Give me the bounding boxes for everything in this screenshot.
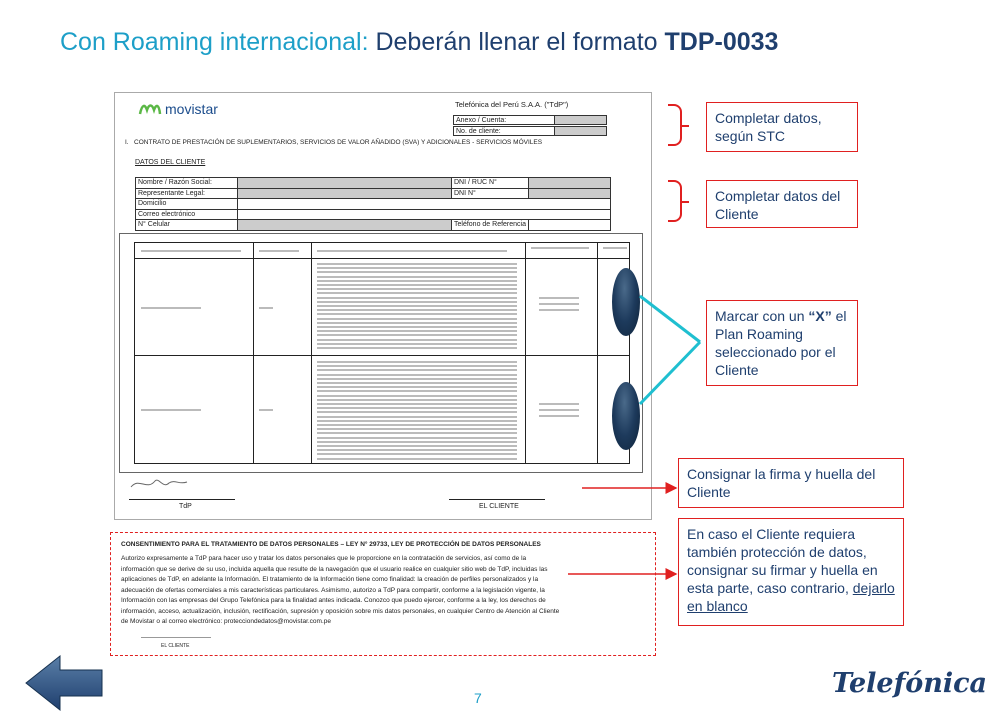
field-dni-label: DNI N° (452, 188, 529, 199)
fine-print-line (317, 416, 517, 418)
field-celular-input[interactable] (238, 220, 452, 231)
field-rep-input[interactable] (238, 188, 452, 199)
field-dni-input[interactable] (529, 188, 611, 199)
field-name-input[interactable] (238, 178, 452, 189)
field-dni-ruc-label: DNI / RUC N° (452, 178, 529, 189)
fine-print-line (317, 271, 517, 273)
fine-print-line (317, 326, 517, 328)
section-title: DATOS DEL CLIENTE (135, 159, 206, 166)
anexo-field[interactable] (453, 115, 607, 125)
field-domicilio-label: Domicilio (136, 199, 238, 210)
back-arrow-icon (26, 656, 102, 710)
fine-print-line (317, 382, 517, 384)
fine-print-line (317, 386, 517, 388)
cliente-label: No. de cliente: (456, 128, 501, 135)
field-telefono-label: Teléfono de Referencia (452, 220, 529, 231)
fine-print-line (539, 409, 579, 411)
fine-print-line (317, 250, 507, 252)
callout-consent: En caso el Cliente requiera también protección de datos, consignar su firmar y huella en esta parte, caso contrario, dejarlo en blanco (678, 518, 904, 626)
movistar-m-icon (139, 102, 161, 116)
fine-print-line (317, 280, 517, 282)
fine-print-line (317, 449, 517, 451)
fine-print-line (603, 247, 627, 249)
fine-print-line (317, 390, 517, 392)
field-dni-ruc-input[interactable] (529, 178, 611, 189)
fine-print-line (317, 361, 517, 363)
cliente-field[interactable] (453, 126, 607, 136)
fine-print-line (317, 301, 517, 303)
fine-print-line (141, 250, 241, 252)
fine-print-line (259, 307, 273, 309)
title-part3: TDP-0033 (664, 28, 779, 56)
title-part2: Deberán llenar el formato (375, 28, 658, 56)
plan-mark-ellipse-2 (612, 382, 640, 450)
logo-text: movistar (165, 101, 218, 117)
slide-title (60, 28, 778, 57)
plan-roaming-section (119, 233, 643, 473)
fine-print-line (317, 403, 517, 405)
field-domicilio-input[interactable] (238, 199, 611, 210)
bracket-company-data (668, 104, 682, 146)
fine-print-line (259, 250, 299, 252)
client-data-table (135, 177, 611, 231)
page-number: 7 (474, 690, 482, 706)
fine-print-line (317, 284, 517, 286)
fine-print-line (317, 297, 517, 299)
fine-print-line (539, 297, 579, 299)
fine-print-line (539, 303, 579, 305)
consent-title: CONSENTIMIENTO PARA EL TRATAMIENTO DE DATOS PERSONALES – LEY N° 29733, LEY DE PROTECCIÓN DE DATOS PERSONALES (121, 541, 541, 548)
fine-print-line (317, 305, 517, 307)
field-name-label: Nombre / Razón Social: (136, 178, 238, 189)
fine-print-line (317, 437, 517, 439)
fine-print-line (317, 318, 517, 320)
telefonica-logo: Telefónica (832, 668, 987, 699)
fine-print-line (317, 374, 517, 376)
field-rep-label: Representante Legal: (136, 188, 238, 199)
bracket-client-data (668, 180, 682, 222)
back-arrow-button[interactable] (22, 652, 106, 714)
fine-print-line (531, 247, 589, 249)
signature-area (119, 473, 643, 519)
fine-print-line (317, 441, 517, 443)
fine-print-line (317, 399, 517, 401)
fine-print-line (317, 313, 517, 315)
fine-print-line (317, 458, 517, 460)
fine-print-line (317, 453, 517, 455)
fine-print-line (317, 428, 517, 430)
fine-print-line (317, 365, 517, 367)
fine-print-line (259, 409, 273, 411)
fine-print-line (317, 378, 517, 380)
tdp-signature-icon (129, 473, 189, 493)
fine-print-line (317, 334, 517, 336)
callout-plan-mark: Marcar con un “X” el Plan Roaming seleccionado por el Cliente (706, 300, 858, 386)
fine-print-line (317, 322, 517, 324)
callout-signature: Consignar la firma y huella del Cliente (678, 458, 904, 508)
fine-print-line (539, 309, 579, 311)
consent-signature-label: EL CLIENTE (161, 643, 190, 649)
fine-print-line (317, 369, 517, 371)
plan-roaming-table (134, 242, 630, 464)
field-telefono-input[interactable] (529, 220, 611, 231)
fine-print-line (317, 276, 517, 278)
fine-print-line (317, 263, 517, 265)
contract-title: I. CONTRATO DE PRESTACIÓN DE SUPLEMENTARIOS, SERVICIOS DE VALOR AÑADIDO (SVA) Y ADICIONALES - SERVICIOS MÓVILES (125, 139, 543, 146)
fine-print-line (317, 288, 517, 290)
callout-company-data: Completar datos, según STC (706, 102, 858, 152)
plan-mark-ellipse-1 (612, 268, 640, 336)
fine-print-line (141, 307, 201, 309)
field-email-label: Correo electrónico (136, 209, 238, 220)
title-part1: Con Roaming internacional: (60, 28, 369, 56)
consent-block (110, 532, 656, 656)
fine-print-line (317, 267, 517, 269)
fine-print-line (141, 409, 201, 411)
sig-client-label: EL CLIENTE (479, 503, 519, 510)
fine-print-line (539, 403, 579, 405)
fine-print-line (317, 407, 517, 409)
field-celular-label: N° Celular (136, 220, 238, 231)
fine-print-line (317, 411, 517, 413)
fine-print-line (317, 343, 517, 345)
fine-print-line (317, 445, 517, 447)
fine-print-line (317, 339, 517, 341)
form-document (114, 92, 652, 520)
field-email-input[interactable] (238, 209, 611, 220)
fine-print-line (317, 309, 517, 311)
anexo-label: Anexo / Cuenta: (456, 117, 507, 124)
movistar-logo (139, 101, 218, 117)
fine-print-line (317, 432, 517, 434)
fine-print-line (317, 330, 517, 332)
fine-print-line (317, 347, 517, 349)
company-name: Telefónica del Perú S.A.A. ("TdP") (455, 100, 569, 109)
sig-tdp-label: TdP (179, 503, 192, 510)
consent-body: Autorizo expresamente a TdP para hacer uso y tratar los datos personales que le proporcione en la contratación de servicios, así como de la información que se derive de su uso, incluida aquella que resulte de la navegación que el usuario realice en cualquier sitio web de TdP, incluidas las aplicaciones de TdP, en adelante la Información. El tratamiento de la Información tiene como finalidad: la creación de perfiles personalizados y la adecuación de ofertas comerciales a mis características particulares. Asimismo, autorizo a TdP para compartir, conforme a la legislación vigente, la Información con las empresas del Grupo Telefónica para la finalidad antes indicada. Conozco que puedo ejercer, conforme a la ley, los derechos de información, acceso, actualización, inclusión, rectificación, supresión y oposición sobre mis datos personales, en cualquier Centro de Atención al Cliente de Movistar o al correo electrónico: protecciondedatos@movistar.com.pe (121, 555, 560, 625)
fine-print-line (317, 424, 517, 426)
fine-print-line (539, 415, 579, 417)
fine-print-line (317, 395, 517, 397)
fine-print-line (317, 420, 517, 422)
callout-client-data: Completar datos del Cliente (706, 180, 858, 228)
fine-print-line (317, 292, 517, 294)
